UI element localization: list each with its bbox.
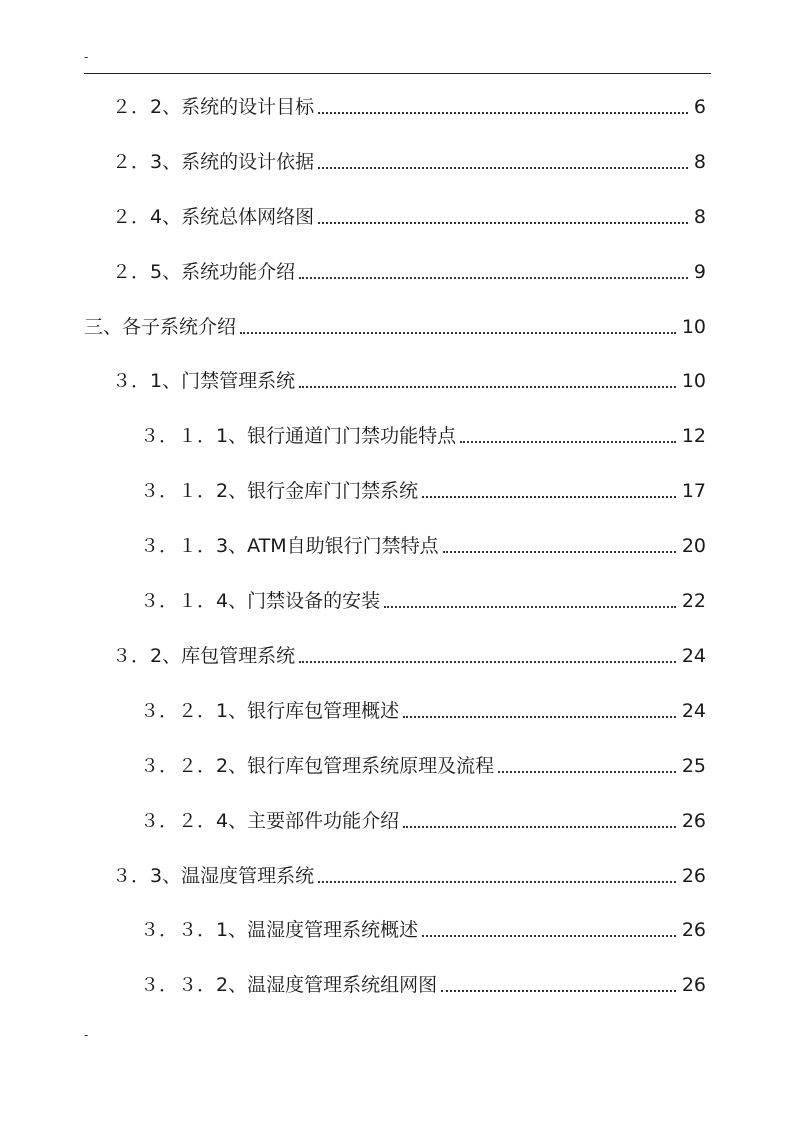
toc-entry[interactable] [140, 803, 706, 833]
toc-entry-page: 26 [681, 974, 706, 996]
toc-leader-dots [441, 990, 676, 992]
toc-entry-title: ３．3、温湿度管理系统 [112, 865, 315, 887]
toc-entry-title: ３．１．3、ATM自助银行门禁特点 [140, 535, 439, 557]
toc-entry-title: ２．4、系统总体网络图 [112, 206, 315, 228]
toc-leader-dots [384, 606, 676, 608]
toc-leader-dots [318, 167, 688, 169]
toc-entry[interactable] [140, 693, 706, 723]
toc-entry-title: ３．３．1、温湿度管理系统概述 [140, 919, 419, 941]
toc-entry-title: ３．３．2、温湿度管理系统组网图 [140, 974, 438, 996]
toc-entry-title: ３．2、库包管理系统 [112, 645, 296, 667]
toc-entry-page: 26 [681, 919, 706, 941]
toc-leader-dots [498, 771, 676, 773]
toc-leader-dots [422, 496, 676, 498]
toc-entry-page: 20 [681, 535, 706, 557]
toc-entry-title: ３．１．1、银行通道门门禁功能特点 [140, 425, 457, 447]
toc-leader-dots [422, 935, 676, 937]
toc-leader-dots [403, 826, 676, 828]
toc-entry-title: ３．２．2、银行库包管理系统原理及流程 [140, 755, 495, 777]
toc-entry[interactable] [140, 912, 706, 942]
toc-entry-title: ３．１．2、银行金库门门禁系统 [140, 480, 419, 502]
toc-entry[interactable] [112, 363, 706, 393]
toc-entry-title: ２．2、系统的设计目标 [112, 96, 315, 118]
toc-entry-page: 8 [693, 151, 706, 173]
toc-leader-dots [460, 441, 676, 443]
toc-entry[interactable] [112, 638, 706, 668]
toc-entry-page: 26 [681, 865, 706, 887]
toc-entry-page: 10 [681, 370, 706, 392]
toc-leader-dots [318, 222, 688, 224]
toc-entry[interactable] [140, 583, 706, 613]
toc-entry-title: ３．２．4、主要部件功能介绍 [140, 810, 400, 832]
toc-entry[interactable] [140, 748, 706, 778]
toc-entry[interactable] [112, 144, 706, 174]
footer-mark: - [84, 1028, 89, 1042]
toc-entry-page: 6 [693, 96, 706, 118]
toc-entry-page: 24 [681, 700, 706, 722]
toc-entry[interactable] [112, 254, 706, 284]
toc-entry[interactable] [84, 309, 706, 339]
toc-entry[interactable] [140, 528, 706, 558]
toc-entry-page: 12 [681, 425, 706, 447]
toc-entry-page: 10 [681, 316, 706, 338]
header-mark: - [84, 50, 89, 64]
toc-entry-title: ２．3、系统的设计依据 [112, 151, 315, 173]
toc-entry-page: 9 [693, 261, 706, 283]
toc-entry[interactable] [112, 89, 706, 119]
toc-entry-title: ２．5、系统功能介绍 [112, 261, 296, 283]
toc-leader-dots [443, 551, 676, 553]
toc-entry-title: 三、各子系统介绍 [84, 316, 237, 338]
toc-leader-dots [299, 386, 676, 388]
toc-leader-dots [318, 112, 688, 114]
header-rule [84, 73, 711, 74]
toc-entry[interactable] [140, 418, 706, 448]
toc-entry-page: 26 [681, 810, 706, 832]
toc-entry-page: 24 [681, 645, 706, 667]
toc-entry[interactable] [140, 967, 706, 997]
toc-entry-page: 8 [693, 206, 706, 228]
toc-entry-page: 22 [681, 590, 706, 612]
toc-leader-dots [299, 277, 688, 279]
toc-entry[interactable] [140, 473, 706, 503]
toc-entry-title: ３．２．1、银行库包管理概述 [140, 700, 400, 722]
toc-entry-page: 25 [681, 755, 706, 777]
toc-entry-title: ３．１．4、门禁设备的安装 [140, 590, 381, 612]
toc-leader-dots [240, 332, 676, 334]
toc-entry-title: ３．1、门禁管理系统 [112, 370, 296, 392]
toc-entry[interactable] [112, 858, 706, 888]
toc-leader-dots [299, 661, 676, 663]
toc-entry[interactable] [112, 199, 706, 229]
toc-entry-page: 17 [681, 480, 706, 502]
toc-leader-dots [318, 881, 676, 883]
toc-leader-dots [403, 716, 676, 718]
